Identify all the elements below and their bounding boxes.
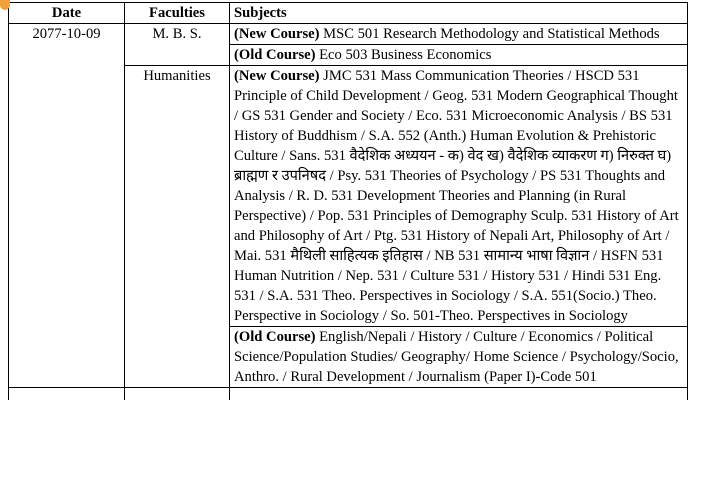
old-course-tag: (Old Course) xyxy=(234,329,316,345)
mbs-old-course-text: Eco 503 Business Economics xyxy=(315,47,492,63)
humanities-old-course-text: English/Nepali / History / Culture / Economics / Political Science/Population Studies/ Geography/ Home Science / Psychology/Socio, Anthro. / Rural Development / Journalism (Paper I)-Code 501 xyxy=(234,329,679,385)
cut-off-cell xyxy=(9,388,125,401)
old-course-tag: (Old Course) xyxy=(234,47,316,63)
mbs-new-course-text: MSC 501 Research Methodology and Statistical Methods xyxy=(319,26,660,42)
table-row xyxy=(9,24,688,45)
corner-marker xyxy=(0,0,10,10)
exam-schedule-table xyxy=(8,2,688,400)
humanities-old-course xyxy=(230,327,688,388)
header-faculties: Faculties xyxy=(125,3,230,24)
table-header-row xyxy=(9,3,688,24)
new-course-tag: (New Course) xyxy=(234,68,320,84)
humanities-new-course-text: JMC 531 Mass Communication Theories / HSCD 531 Principle of Child Development / Geog. 531 Modern Geographical Thought / GS 531 Gender and Society / Eco. 531 Microeconomic Analysis / BS 531 History of Buddhism / S.A. 552 (Anth.) Human Evolution & Prehistoric Culture / Sans. 531 वैदेशिक अध्ययन - क) वेद ख) वैदेशिक व्याकरण ग) निरुक्त घ) ब्राह्मण र उपनिषद / Psy. 531 Theories of Psychology / PS 531 Thoughts and Analysis / R. D. 531 Development Theories and Planning (in Rural Perspective) / Pop. 531 Principles of Demography Sculp. 531 History of Art and Philosophy of Art / Ptg. 531 History of Nepali Art, Philosophy of Art / Mai. 531 मैथिली साहित्यक इतिहास / NB 531 सामान्य भाषा विज्ञान / HSFN 531 Human Nutrition / Nep. 531 / Culture 531 / History 531 / Hindi 531 Eng. 531 / S.A. 531 Theo. Perspectives in Sociology / S.A. 551(Socio.) Theo. Perspective in Sociology / So. 501-Theo. Perspectives in Sociology xyxy=(234,68,679,324)
faculty-mbs: M. B. S. xyxy=(125,24,230,66)
mbs-new-course xyxy=(230,24,688,45)
humanities-new-course xyxy=(230,66,688,327)
cut-off-cell xyxy=(230,388,688,401)
mbs-old-course xyxy=(230,45,688,66)
faculty-humanities: Humanities xyxy=(125,66,230,388)
header-subjects: Subjects xyxy=(230,3,688,24)
header-date: Date xyxy=(9,3,125,24)
new-course-tag: (New Course) xyxy=(234,26,320,42)
table-row-cut-off xyxy=(9,388,688,401)
cut-off-cell xyxy=(125,388,230,401)
exam-date: 2077-10-09 xyxy=(9,24,125,388)
